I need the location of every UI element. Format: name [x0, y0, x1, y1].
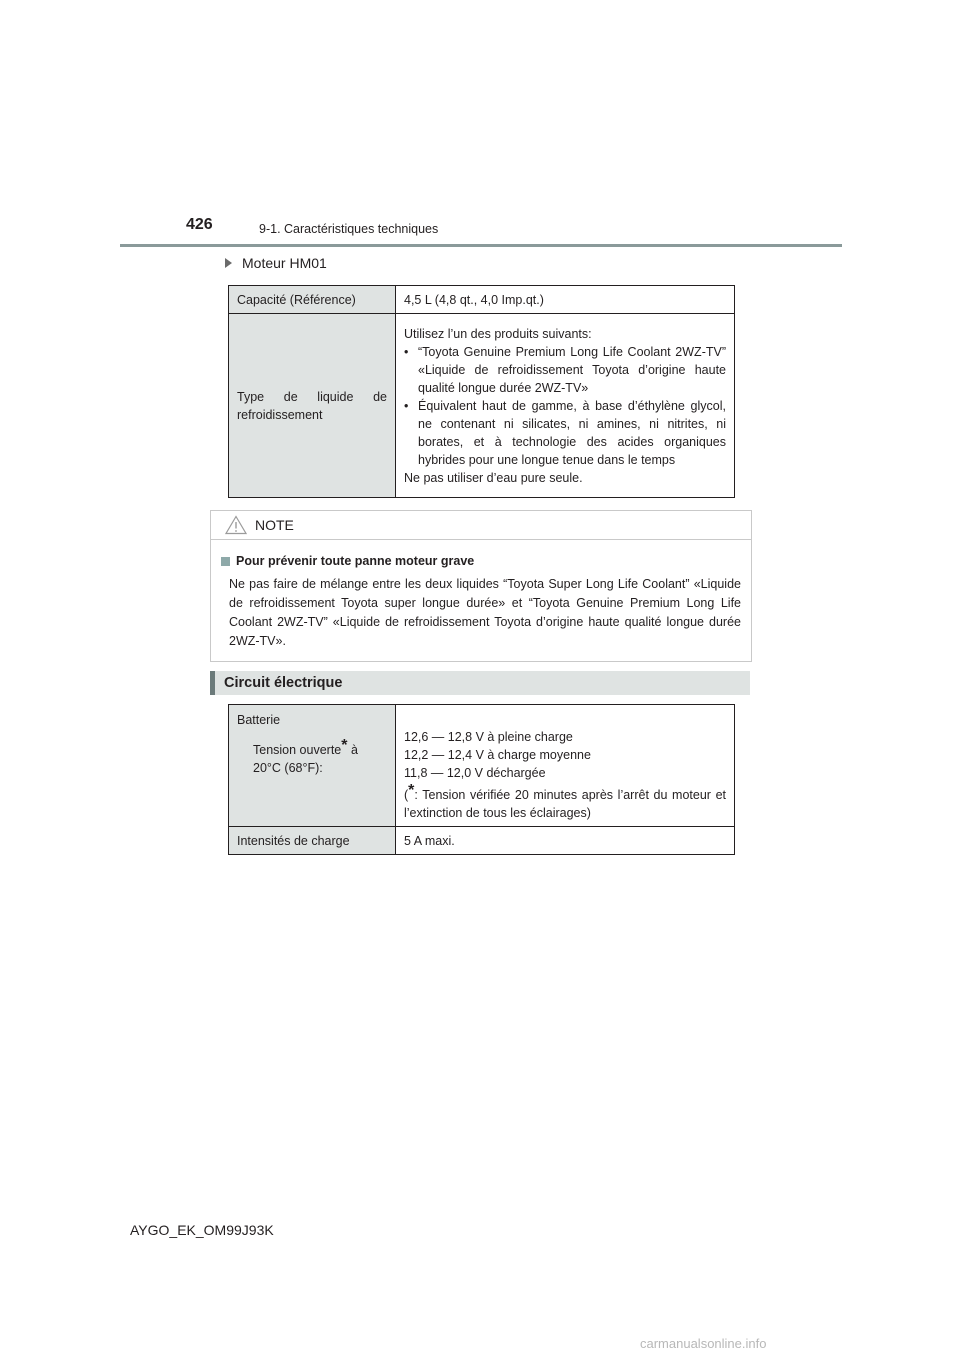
charge-value: 5 A maxi. [396, 827, 735, 855]
document-code: AYGO_EK_OM99J93K [130, 1222, 274, 1238]
arrow-right-icon [225, 258, 232, 268]
charge-label: Intensités de charge [229, 827, 396, 855]
note-subtitle [221, 552, 741, 571]
note-box [210, 510, 752, 662]
battery-footnote [404, 782, 726, 822]
voltage-label-suffix: à [347, 743, 358, 757]
table-row [229, 827, 735, 855]
voltage-label-temp: 20°C (68°F): [253, 761, 323, 775]
square-bullet-icon [221, 557, 230, 566]
bullet-icon: • [404, 344, 409, 359]
list-item-text: Équivalent haut de gamme, à base d’éthylène glycol, ne contenant ni silicates, ni amines, ni nitrites, ni borates, et à technologie des acides organiques hybrides pour une longue tenue dans le temps [418, 398, 726, 467]
note-title: NOTE [255, 517, 294, 533]
coolant-spec-table [228, 285, 735, 498]
list-item [404, 397, 726, 469]
voltage-label-text: Tension ouverte [253, 743, 342, 757]
capacity-value: 4,5 L (4,8 qt., 4,0 Imp.qt.) [396, 286, 735, 314]
note-text: Ne pas faire de mélange entre les deux liquides “Toyota Super Long Life Coolant” «Liquide de refroidissement Toyota super longue durée» et “Toyota Genuine Premium Long Life Coolant 2WZ-TV” «Liquide de refroidissement Toyota d’origine haute qualité longue durée 2WZ-TV». [229, 577, 741, 648]
coolant-type-footer: Ne pas utiliser d’eau pure seule. [404, 470, 583, 485]
capacity-label: Capacité (Référence) [229, 286, 396, 314]
section-title: 9-1. Caractéristiques techniques [259, 222, 439, 236]
table-row [229, 286, 735, 314]
footnote-open: ( [404, 788, 409, 802]
asterisk: * [408, 782, 415, 799]
circuit-section-heading [210, 671, 750, 695]
voltage-row: 11,8 — 12,0 V déchargée [404, 766, 546, 780]
note-body [211, 540, 751, 651]
list-item-text: “Toyota Genuine Premium Long Life Coolant 2WZ-TV” «Liquide de refroidissement Toyota d’origine haute qualité longue durée 2WZ-TV» [418, 344, 726, 395]
table-row [229, 705, 735, 827]
battery-label-cell [229, 705, 396, 827]
note-header [211, 511, 751, 540]
coolant-type-intro: Utilisez l’un des produits suivants: [404, 326, 592, 341]
watermark: carmanualsonline.info [640, 1336, 767, 1351]
heading-bar [210, 671, 215, 695]
warning-triangle-icon [225, 515, 247, 535]
asterisk: * [341, 737, 348, 754]
battery-label: Batterie [237, 713, 281, 727]
coolant-type-value [396, 314, 735, 498]
footnote-text: : Tension vérifiée 20 minutes après l’arrêt du moteur et l’extinction de tous les éclairages) [404, 788, 726, 820]
bullet-icon: • [404, 398, 409, 413]
battery-value-cell [396, 705, 735, 827]
coolant-type-label: Type de liquide de refroidissement [229, 314, 396, 498]
circuit-heading-text: Circuit électrique [224, 675, 343, 691]
voltage-row: 12,2 — 12,4 V à charge moyenne [404, 748, 591, 762]
table-row [229, 314, 735, 498]
page-number: 426 [186, 216, 213, 233]
list-item [404, 343, 726, 397]
engine-heading-text: Moteur HM01 [242, 255, 327, 271]
header-rule [120, 244, 842, 247]
note-subtitle-text: Pour prévenir toute panne moteur grave [236, 554, 475, 568]
battery-spec-table [228, 704, 735, 855]
voltage-row: 12,6 — 12,8 V à pleine charge [404, 730, 573, 744]
engine-heading [225, 255, 327, 271]
voltage-label [237, 737, 387, 777]
